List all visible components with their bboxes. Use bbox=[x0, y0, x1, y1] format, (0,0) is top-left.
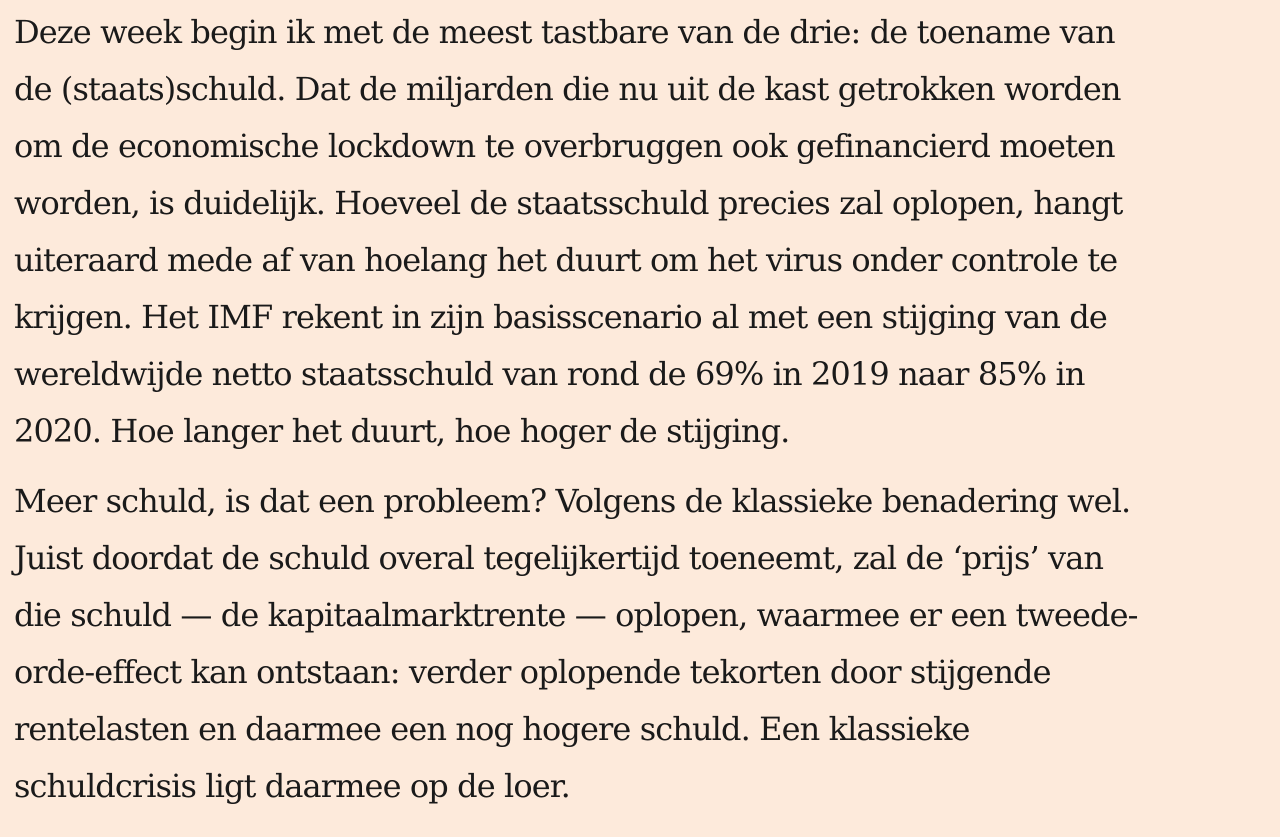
text-line: Juist doordat de schuld overal tegelijkertijd toeneemt, zal de ‘prijs’ van bbox=[14, 539, 1104, 577]
text-line: worden, is duidelijk. Hoeveel de staatsschuld precies zal oplopen, hangt bbox=[14, 184, 1123, 222]
article-body bbox=[14, 4, 1272, 815]
text-line: Deze week begin ik met de meest tastbare van de drie: de toename van bbox=[14, 13, 1115, 51]
text-line: de (staats)schuld. Dat de miljarden die nu uit de kast getrokken worden bbox=[14, 70, 1121, 108]
text-line: Meer schuld, is dat een probleem? Volgens de klassieke benadering wel. bbox=[14, 482, 1131, 520]
text-line: die schuld — de kapitaalmarktrente — oplopen, waarmee er een tweede- bbox=[14, 596, 1138, 634]
text-line: orde-effect kan ontstaan: verder oplopende tekorten door stijgende bbox=[14, 653, 1051, 691]
text-line: rentelasten en daarmee een nog hogere schuld. Een klassieke bbox=[14, 710, 970, 748]
text-line: wereldwijde netto staatsschuld van rond de 69% in 2019 naar 85% in bbox=[14, 355, 1085, 393]
text-line: 2020. Hoe langer het duurt, hoe hoger de stijging. bbox=[14, 412, 790, 450]
text-line: om de economische lockdown te overbruggen ook gefinancierd moeten bbox=[14, 127, 1115, 165]
text-line: krijgen. Het IMF rekent in zijn basisscenario al met een stijging van de bbox=[14, 298, 1107, 336]
paragraph-2 bbox=[14, 473, 1272, 815]
paragraph-1 bbox=[14, 4, 1272, 460]
text-line: schuldcrisis ligt daarmee op de loer. bbox=[14, 767, 570, 805]
text-line: uiteraard mede af van hoelang het duurt om het virus onder controle te bbox=[14, 241, 1118, 279]
